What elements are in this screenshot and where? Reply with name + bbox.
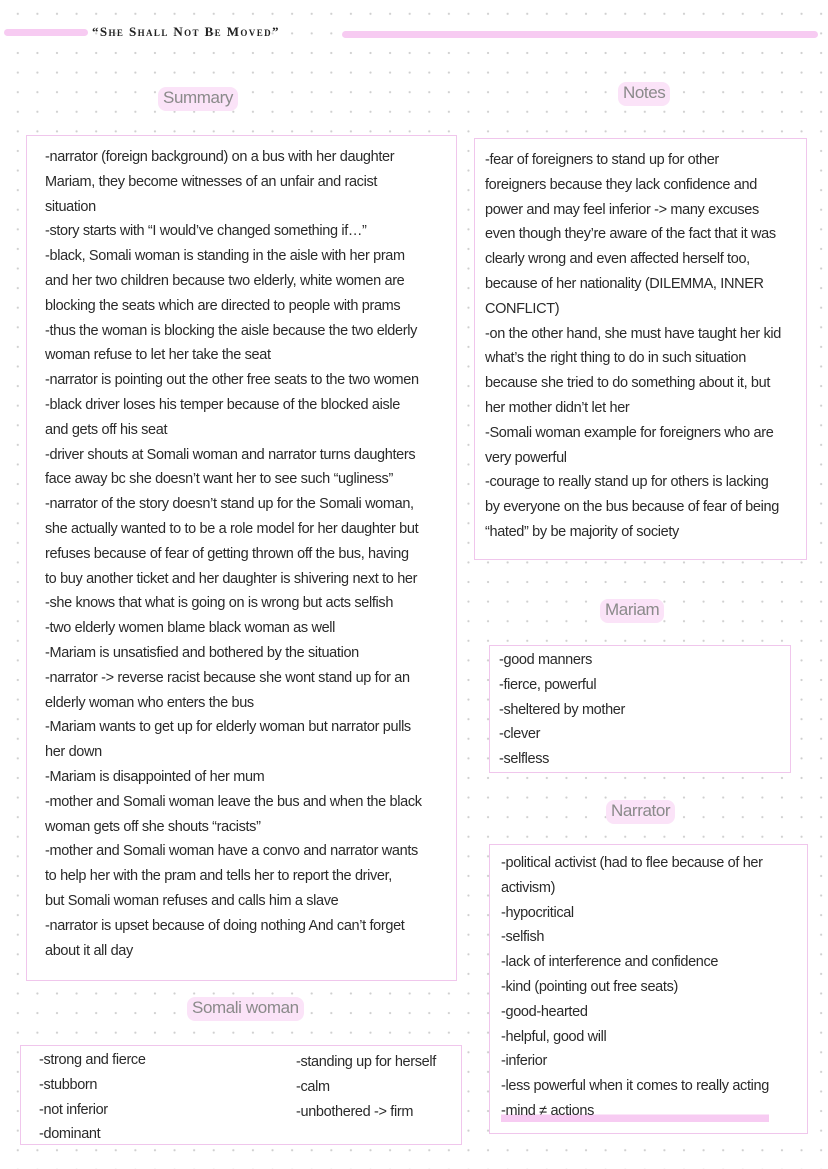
summary-line: -story starts with “I would’ve changed something if…” bbox=[45, 223, 367, 240]
notes-line: “hated” by be majority of society bbox=[485, 523, 679, 540]
summary-line: -she knows that what is going on is wrong but acts selfish bbox=[45, 595, 394, 612]
summary-line: -narrator is upset because of doing nothing And can’t forget bbox=[45, 917, 405, 934]
narrator-line: -lack of interference and confidence bbox=[501, 954, 719, 971]
narrator-line: activism) bbox=[501, 879, 556, 896]
mariam-line: -selfless bbox=[499, 751, 550, 768]
notes-line: even though they’re aware of the fact that it was bbox=[485, 226, 776, 243]
notes-line: because of her nationality (DILEMMA, INNER bbox=[485, 275, 764, 292]
mariam-text bbox=[499, 648, 625, 772]
summary-line: -narrator is pointing out the other free seats to the two women bbox=[45, 372, 419, 389]
summary-line: and her two children because two elderly, white women are bbox=[45, 272, 405, 289]
notes-line: -courage to really stand up for others is lacking bbox=[485, 474, 769, 491]
somali-woman-line: -stubborn bbox=[39, 1076, 98, 1093]
narrator-line: -inferior bbox=[501, 1053, 547, 1070]
narrator-heading: Narrator bbox=[606, 800, 675, 824]
notes-line: -on the other hand, she must have taught her kid bbox=[485, 325, 781, 342]
somali-woman-line: -strong and fierce bbox=[39, 1052, 146, 1068]
summary-line: blocking the seats which are directed to people with prams bbox=[45, 297, 401, 314]
narrator-line: -kind (pointing out free seats) bbox=[501, 978, 678, 995]
summary-line: -thus the woman is blocking the aisle because the two elderly bbox=[45, 322, 417, 339]
mariam-line: -fierce, powerful bbox=[499, 676, 597, 693]
summary-line: but Somali woman refuses and calls him a slave bbox=[45, 892, 339, 909]
summary-line: -black driver loses his temper because of the blocked aisle bbox=[45, 396, 400, 413]
title-highlight-right bbox=[342, 31, 818, 38]
summary-line: Mariam, they become witnesses of an unfair and racist bbox=[45, 173, 378, 190]
notes-line: her mother didn’t let her bbox=[485, 399, 630, 416]
narrator-line: -less powerful when it comes to really acting bbox=[501, 1078, 769, 1095]
summary-text bbox=[45, 145, 422, 963]
notes-line: -Somali woman example for foreigners who are bbox=[485, 424, 774, 441]
summary-line: -Mariam is unsatisfied and bothered by the situation bbox=[45, 644, 359, 661]
summary-line: about it all day bbox=[45, 942, 133, 959]
notes-line: CONFLICT) bbox=[485, 300, 560, 317]
notes-line: power and may feel inferior -> many excuses bbox=[485, 201, 759, 218]
summary-line: face away bc she doesn’t want her to see such “ugliness” bbox=[45, 471, 393, 488]
summary-line: -narrator of the story doesn’t stand up for the Somali woman, bbox=[45, 496, 414, 513]
somali-woman-left-text bbox=[39, 1048, 146, 1147]
summary-line: -two elderly women blame black woman as well bbox=[45, 620, 336, 637]
summary-line: and gets off his seat bbox=[45, 421, 168, 438]
notes-line: because she tried to do something about it, but bbox=[485, 375, 771, 392]
somali-woman-line: -dominant bbox=[39, 1126, 101, 1143]
notes-line: very powerful bbox=[485, 449, 567, 466]
somali-woman-heading: Somali woman bbox=[187, 997, 304, 1021]
title-highlight-left bbox=[4, 29, 88, 36]
summary-line: to help her with the pram and tells her to report the driver, bbox=[45, 868, 392, 885]
summary-line: -driver shouts at Somali woman and narrator turns daughters bbox=[45, 446, 416, 463]
summary-line: to buy another ticket and her daughter is shivering next to her bbox=[45, 570, 418, 587]
mariam-line: -clever bbox=[499, 726, 541, 743]
narrator-line: -mind ≠ actions bbox=[501, 1099, 769, 1124]
notes-text bbox=[485, 148, 781, 545]
summary-line: -Mariam is disappointed of her mum bbox=[45, 768, 265, 785]
somali-woman-right-text bbox=[296, 1050, 436, 1124]
page-title: “She Shall Not Be Moved” bbox=[92, 24, 280, 39]
narrator-line: -hypocritical bbox=[501, 904, 574, 921]
summary-line: woman refuse to let her take the seat bbox=[45, 347, 271, 364]
notes-line: by everyone on the bus because of fear of being bbox=[485, 499, 779, 516]
summary-heading: Summary bbox=[158, 87, 238, 111]
summary-line: -mother and Somali woman have a convo and narrator wants bbox=[45, 843, 418, 860]
summary-line: -black, Somali woman is standing in the aisle with her pram bbox=[45, 248, 405, 265]
summary-line: -mother and Somali woman leave the bus and when the black bbox=[45, 793, 422, 810]
summary-line: elderly woman who enters the bus bbox=[45, 694, 254, 711]
summary-line: woman gets off she shouts “racists” bbox=[45, 818, 261, 835]
somali-woman-line: -not inferior bbox=[39, 1101, 108, 1118]
notes-line: what’s the right thing to do in such situation bbox=[485, 350, 746, 367]
somali-woman-line: -standing up for herself bbox=[296, 1054, 436, 1070]
summary-line: -narrator (foreign background) on a bus with her daughter bbox=[45, 149, 395, 165]
notes-line: foreigners because they lack confidence and bbox=[485, 176, 757, 193]
narrator-text bbox=[501, 851, 769, 1124]
notes-line: clearly wrong and even affected herself too, bbox=[485, 251, 750, 268]
narrator-line: -helpful, good will bbox=[501, 1028, 607, 1045]
somali-woman-line: -unbothered -> firm bbox=[296, 1103, 414, 1120]
summary-line: her down bbox=[45, 744, 102, 761]
notes-line: -fear of foreigners to stand up for other bbox=[485, 152, 719, 168]
summary-line: -narrator -> reverse racist because she wont stand up for an bbox=[45, 669, 410, 686]
notes-heading: Notes bbox=[618, 82, 670, 106]
mariam-line: -sheltered by mother bbox=[499, 701, 625, 718]
summary-line: situation bbox=[45, 198, 96, 215]
mariam-line: -good manners bbox=[499, 652, 592, 668]
summary-line: -Mariam wants to get up for elderly woman but narrator pulls bbox=[45, 719, 411, 736]
narrator-line: -selfish bbox=[501, 929, 545, 946]
summary-line: refuses because of fear of getting thrown off the bus, having bbox=[45, 545, 409, 562]
somali-woman-line: -calm bbox=[296, 1078, 330, 1095]
narrator-line: -political activist (had to flee because of her bbox=[501, 855, 763, 871]
mariam-heading: Mariam bbox=[600, 599, 664, 623]
narrator-line: -good-hearted bbox=[501, 1003, 588, 1020]
summary-line: she actually wanted to to be a role model for her daughter but bbox=[45, 520, 419, 537]
